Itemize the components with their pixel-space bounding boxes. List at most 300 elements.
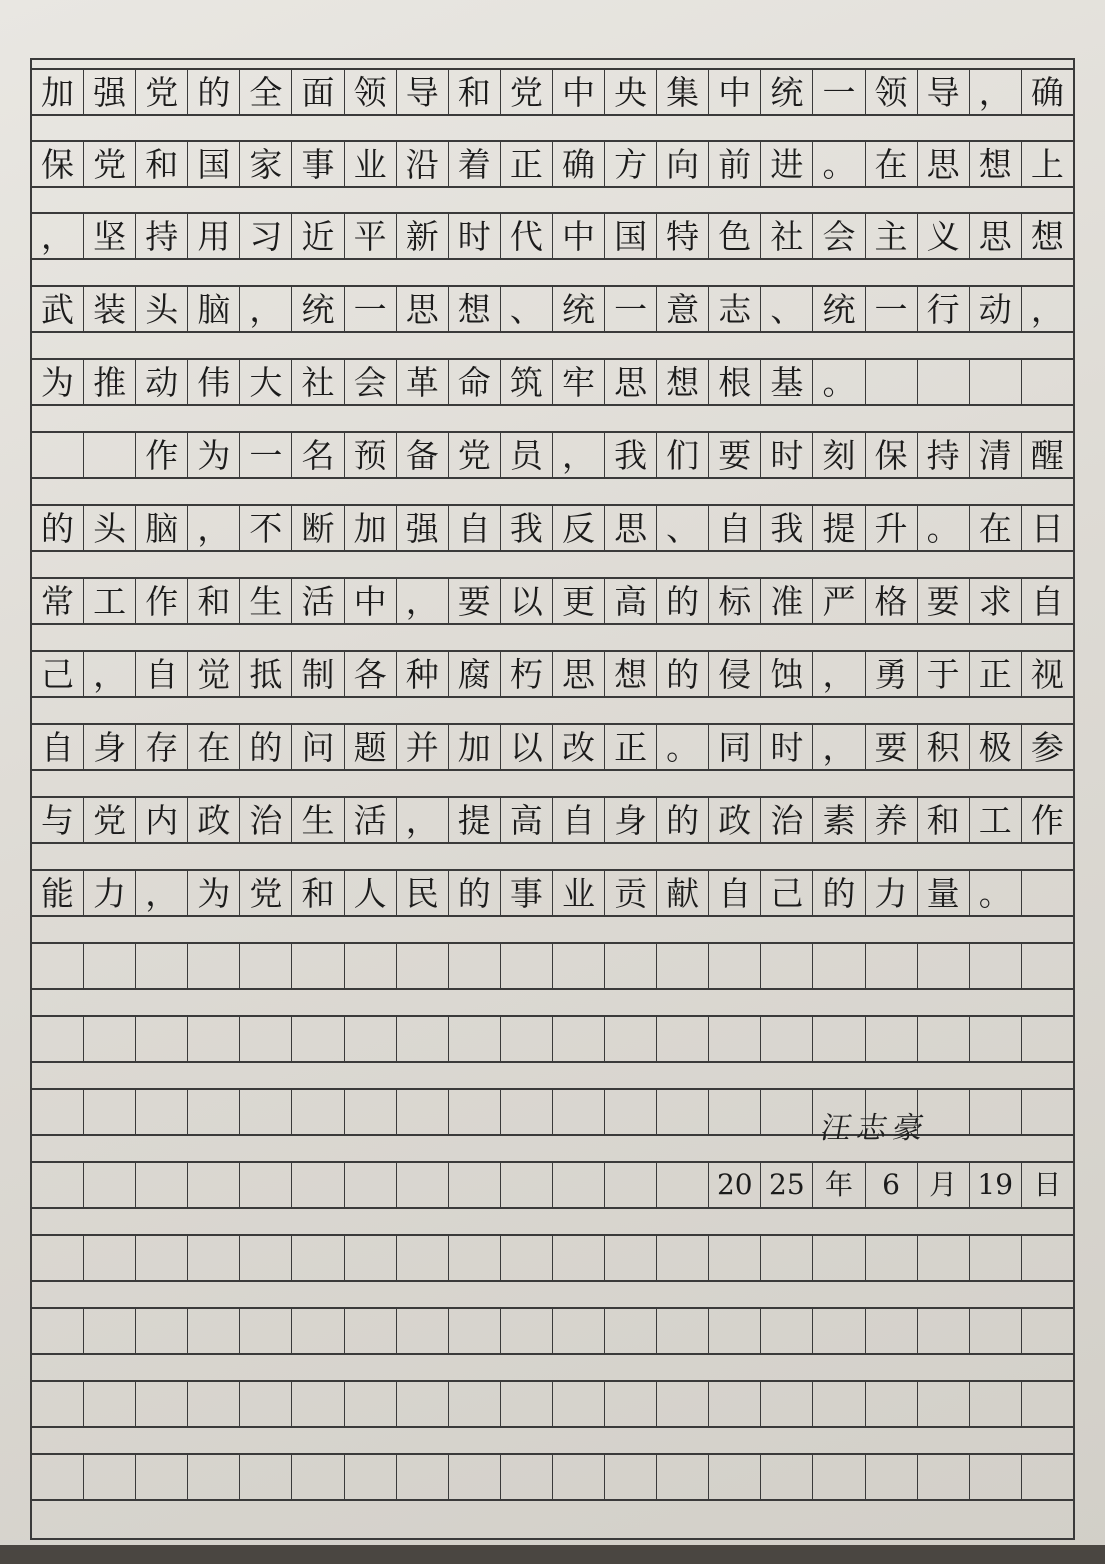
grid-cell [291, 70, 343, 114]
handwritten-char: 事 [301, 144, 335, 184]
grid-cell [1021, 214, 1073, 258]
handwritten-char: 和 [197, 581, 231, 621]
handwritten-char: 导 [405, 72, 439, 112]
grid-cell [552, 1017, 604, 1061]
handwritten-char: 领 [874, 72, 908, 112]
grid-cell [917, 798, 969, 842]
grid-cell [552, 142, 604, 186]
grid-cell [344, 1309, 396, 1353]
grid-cell [396, 1455, 448, 1499]
handwritten-char: ， [405, 581, 439, 621]
handwritten-char: 一 [614, 289, 648, 329]
date-part: 年 [824, 1168, 853, 1201]
handwritten-char: 清 [978, 435, 1012, 475]
grid-cell [448, 70, 500, 114]
grid-cell [239, 433, 291, 477]
grid-cell [812, 506, 864, 550]
grid-cell [291, 1090, 343, 1134]
handwritten-char: 用 [197, 216, 231, 256]
handwritten-char: 向 [666, 144, 700, 184]
handwritten-char: 视 [1030, 654, 1064, 694]
grid-cell [448, 1017, 500, 1061]
handwritten-char: 醒 [1030, 435, 1064, 475]
handwritten-char: 志 [718, 289, 752, 329]
handwritten-char: 。 [822, 362, 856, 402]
handwritten-char: 常 [41, 581, 75, 621]
grid-cell [656, 1309, 708, 1353]
handwritten-char: 己 [41, 654, 75, 694]
grid-cell [604, 1090, 656, 1134]
handwritten-char: 朽 [509, 654, 543, 694]
grid-cell [760, 798, 812, 842]
grid-cell [604, 579, 656, 623]
handwritten-char: 更 [561, 581, 595, 621]
handwritten-char: 特 [666, 216, 700, 256]
grid-cell [448, 1163, 500, 1207]
grid-cell [187, 1236, 239, 1280]
grid-cell [187, 1163, 239, 1207]
grid-cell [1021, 579, 1073, 623]
handwritten-char: 提 [457, 800, 491, 840]
handwritten-char: 的 [822, 873, 856, 913]
grid-cell [760, 360, 812, 404]
grid-cell [344, 1382, 396, 1426]
grid-cell [604, 433, 656, 477]
handwritten-char: 。 [926, 508, 960, 548]
grid-cell [83, 1309, 135, 1353]
handwritten-char: ， [822, 727, 856, 767]
handwritten-char: 积 [926, 727, 960, 767]
grid-cell [656, 287, 708, 331]
grid-cell [448, 798, 500, 842]
handwritten-char: 会 [353, 362, 387, 402]
handwritten-char: 牢 [561, 362, 595, 402]
grid-cell [32, 70, 83, 114]
handwritten-char: 武 [41, 289, 75, 329]
grid-cell [187, 70, 239, 114]
grid-cell [187, 142, 239, 186]
grid-row [32, 1015, 1073, 1063]
grid-cell [500, 1163, 552, 1207]
grid-cell [552, 1090, 604, 1134]
grid-cell [760, 944, 812, 988]
grid-cell [239, 1163, 291, 1207]
grid-cell [656, 433, 708, 477]
handwritten-char: 作 [1030, 800, 1064, 840]
grid-cell [656, 1455, 708, 1499]
grid-cell [708, 579, 760, 623]
handwritten-char: 脑 [145, 508, 179, 548]
grid-cell [969, 1090, 1021, 1134]
grid-row [32, 358, 1073, 406]
handwritten-char: 们 [666, 435, 700, 475]
grid-cell [500, 287, 552, 331]
handwritten-char: 腐 [457, 654, 491, 694]
grid-row [32, 1380, 1073, 1428]
handwritten-char: 治 [249, 800, 283, 840]
grid-cell [344, 360, 396, 404]
grid-cell [187, 944, 239, 988]
grid-cell [708, 1309, 760, 1353]
grid-cell [604, 1382, 656, 1426]
handwritten-char: 主 [874, 216, 908, 256]
grid-cell [135, 433, 187, 477]
handwritten-char: 生 [301, 800, 335, 840]
handwritten-char: 加 [41, 72, 75, 112]
grid-cell [291, 944, 343, 988]
grid-cell [32, 579, 83, 623]
grid-cell [32, 1090, 83, 1134]
grid-cell [812, 433, 864, 477]
grid-cell [969, 1017, 1021, 1061]
grid-cell [760, 433, 812, 477]
grid-cell [448, 287, 500, 331]
grid-cell [865, 1017, 917, 1061]
handwritten-char: 思 [405, 289, 439, 329]
grid-cell [812, 871, 864, 915]
grid-cell [1021, 70, 1073, 114]
handwritten-char: 前 [718, 144, 752, 184]
handwritten-char: 自 [718, 508, 752, 548]
grid-cell [969, 798, 1021, 842]
grid-cell [760, 214, 812, 258]
handwritten-char: 沿 [405, 144, 439, 184]
grid-cell [32, 360, 83, 404]
handwritten-char: 统 [561, 289, 595, 329]
grid-cell [708, 214, 760, 258]
grid-cell [604, 142, 656, 186]
grid-cell [135, 871, 187, 915]
grid-cell [187, 1017, 239, 1061]
grid-cell [135, 1309, 187, 1353]
grid-row [32, 431, 1073, 479]
grid-cell [396, 1090, 448, 1134]
handwritten-char: 日 [1030, 508, 1064, 548]
grid-cell [604, 944, 656, 988]
grid-cell [760, 579, 812, 623]
grid-cell [344, 1455, 396, 1499]
grid-cell [552, 70, 604, 114]
handwritten-char: 一 [874, 289, 908, 329]
grid-cell [656, 142, 708, 186]
handwritten-char: 正 [978, 654, 1012, 694]
grid-cell [396, 944, 448, 988]
grid-cell [656, 1090, 708, 1134]
handwritten-char: 高 [509, 800, 543, 840]
handwritten-char: 强 [93, 72, 127, 112]
grid-cell [552, 433, 604, 477]
grid-cell [500, 1017, 552, 1061]
grid-cell [604, 1017, 656, 1061]
handwritten-char: 动 [978, 289, 1012, 329]
handwritten-char: 装 [93, 289, 127, 329]
handwritten-char: 标 [718, 581, 752, 621]
grid-cell [239, 1236, 291, 1280]
grid-cell [969, 360, 1021, 404]
grid-cell [500, 1090, 552, 1134]
handwritten-char: 的 [41, 508, 75, 548]
handwritten-char: 严 [822, 581, 856, 621]
grid-cell [344, 433, 396, 477]
grid-cell [135, 287, 187, 331]
handwritten-char: 的 [666, 654, 700, 694]
grid-row [32, 68, 1073, 116]
handwritten-char: 的 [457, 873, 491, 913]
grid-cell [32, 214, 83, 258]
grid-cell [396, 70, 448, 114]
handwritten-char: 蚀 [770, 654, 804, 694]
grid-cell [865, 1309, 917, 1353]
grid-cell [239, 214, 291, 258]
handwritten-char: ， [197, 508, 231, 548]
handwritten-char: ， [249, 289, 283, 329]
handwritten-char: 为 [197, 435, 231, 475]
grid-cell [83, 214, 135, 258]
handwritten-char: ， [41, 216, 75, 256]
handwritten-char: 自 [145, 654, 179, 694]
grid-cell [760, 287, 812, 331]
grid-cell [708, 944, 760, 988]
grid-cell [812, 798, 864, 842]
grid-cell [812, 142, 864, 186]
handwritten-char: 以 [509, 581, 543, 621]
grid-cell [291, 798, 343, 842]
handwritten-char: 献 [666, 873, 700, 913]
handwritten-char: 色 [718, 216, 752, 256]
handwritten-char: 和 [926, 800, 960, 840]
grid-cell [760, 506, 812, 550]
grid-cell [500, 506, 552, 550]
grid-cell [83, 287, 135, 331]
handwritten-char: 头 [145, 289, 179, 329]
grid-cell [812, 70, 864, 114]
handwritten-char: 党 [457, 435, 491, 475]
handwritten-char: 保 [874, 435, 908, 475]
grid-cell [604, 360, 656, 404]
handwritten-char: 政 [718, 800, 752, 840]
grid-cell [344, 70, 396, 114]
grid-cell [448, 1309, 500, 1353]
grid-cell [500, 652, 552, 696]
grid-cell [448, 725, 500, 769]
grid-cell [448, 1236, 500, 1280]
grid-cell [969, 1455, 1021, 1499]
handwritten-char: 以 [509, 727, 543, 767]
grid-cell [135, 798, 187, 842]
handwritten-char: ， [978, 72, 1012, 112]
handwritten-char: 强 [405, 508, 439, 548]
grid-cell [135, 1090, 187, 1134]
handwritten-char: 不 [249, 508, 283, 548]
handwritten-char: 革 [405, 362, 439, 402]
grid-cell [604, 506, 656, 550]
grid-cell [500, 1455, 552, 1499]
date-part: 6 [882, 1168, 900, 1201]
grid-cell [448, 1455, 500, 1499]
grid-cell [708, 1090, 760, 1134]
grid-cell [812, 1017, 864, 1061]
handwritten-char: 会 [822, 216, 856, 256]
grid-cell [865, 798, 917, 842]
handwritten-char: 工 [93, 581, 127, 621]
handwritten-char: 方 [614, 144, 648, 184]
handwritten-char: 社 [301, 362, 335, 402]
grid-row [32, 1307, 1073, 1355]
handwritten-char: 确 [1030, 72, 1064, 112]
grid-cell [83, 579, 135, 623]
grid-cell [239, 506, 291, 550]
grid-row [32, 1161, 1073, 1209]
handwritten-char: 平 [353, 216, 387, 256]
grid-cell [760, 1309, 812, 1353]
grid-cell [83, 1236, 135, 1280]
handwritten-char: 。 [978, 873, 1012, 913]
handwritten-char: 各 [353, 654, 387, 694]
grid-cell [396, 1236, 448, 1280]
handwritten-char: 改 [561, 727, 595, 767]
grid-cell [812, 1163, 864, 1207]
grid-cell [604, 871, 656, 915]
grid-cell [83, 944, 135, 988]
grid-cell [239, 360, 291, 404]
handwritten-char: ， [822, 654, 856, 694]
grid-cell [812, 652, 864, 696]
handwritten-char: 的 [197, 72, 231, 112]
grid-cell [604, 1163, 656, 1207]
grid-cell [396, 1163, 448, 1207]
handwritten-char: 意 [666, 289, 700, 329]
handwritten-char: 业 [353, 144, 387, 184]
grid-cell [656, 70, 708, 114]
grid-cell [1021, 944, 1073, 988]
handwritten-char: ， [145, 873, 179, 913]
handwritten-char: 贡 [614, 873, 648, 913]
grid-cell [291, 1455, 343, 1499]
grid-cell [865, 70, 917, 114]
handwritten-char: ， [1030, 289, 1064, 329]
handwritten-char: 中 [561, 72, 595, 112]
grid-cell [344, 725, 396, 769]
grid-cell [917, 652, 969, 696]
handwritten-char: 备 [405, 435, 439, 475]
grid-cell [187, 871, 239, 915]
grid-cell [865, 360, 917, 404]
handwritten-char: 义 [926, 216, 960, 256]
grid-cell [500, 70, 552, 114]
handwritten-char: 名 [301, 435, 335, 475]
grid-cell [344, 652, 396, 696]
grid-cell [291, 433, 343, 477]
grid-cell [552, 506, 604, 550]
grid-cell [812, 1236, 864, 1280]
handwritten-char: 要 [457, 581, 491, 621]
grid-cell [396, 652, 448, 696]
handwritten-char: 的 [666, 800, 700, 840]
grid-cell [291, 287, 343, 331]
grid-cell [969, 506, 1021, 550]
grid-cell [239, 652, 291, 696]
grid-cell [812, 725, 864, 769]
grid-cell [344, 287, 396, 331]
grid-row [32, 869, 1073, 917]
grid-cell [83, 360, 135, 404]
handwritten-char: 正 [509, 144, 543, 184]
grid-cell [760, 1163, 812, 1207]
handwritten-char: 存 [145, 727, 179, 767]
grid-row [32, 723, 1073, 771]
handwritten-char: 员 [509, 435, 543, 475]
handwritten-char: 问 [301, 727, 335, 767]
grid-cell [291, 360, 343, 404]
grid-cell [656, 360, 708, 404]
grid-cell [344, 1017, 396, 1061]
grid-cell [708, 287, 760, 331]
grid-cell [83, 871, 135, 915]
handwritten-char: 断 [301, 508, 335, 548]
grid-cell [396, 871, 448, 915]
grid-cell [656, 798, 708, 842]
handwritten-char: 面 [301, 72, 335, 112]
date-part: 日 [1033, 1168, 1062, 1201]
grid-cell [396, 506, 448, 550]
handwritten-char: 党 [93, 144, 127, 184]
handwritten-char: 统 [770, 72, 804, 112]
grid-cell [291, 652, 343, 696]
grid-cell [552, 287, 604, 331]
grid-cell [135, 142, 187, 186]
handwritten-char: 和 [145, 144, 179, 184]
grid-cell [396, 214, 448, 258]
handwritten-char: 身 [93, 727, 127, 767]
grid-cell [135, 652, 187, 696]
handwritten-char: 中 [718, 72, 752, 112]
grid-cell [969, 725, 1021, 769]
grid-cell [1021, 506, 1073, 550]
handwritten-char: 身 [614, 800, 648, 840]
handwritten-char: 升 [874, 508, 908, 548]
grid-cell [135, 1382, 187, 1426]
handwritten-char: 家 [249, 144, 283, 184]
grid-cell [969, 433, 1021, 477]
handwritten-char: 业 [561, 873, 595, 913]
grid-cell [708, 70, 760, 114]
grid-cell [344, 1163, 396, 1207]
handwritten-char: 和 [301, 873, 335, 913]
handwritten-char: 人 [353, 873, 387, 913]
grid-cell [135, 1455, 187, 1499]
handwritten-char: 工 [978, 800, 1012, 840]
grid-cell [500, 1382, 552, 1426]
grid-cell [344, 798, 396, 842]
grid-row [32, 212, 1073, 260]
handwritten-char: 确 [561, 144, 595, 184]
grid-cell [760, 1017, 812, 1061]
handwritten-char: 思 [614, 508, 648, 548]
grid-cell [448, 214, 500, 258]
grid-cell [604, 1236, 656, 1280]
grid-cell [708, 1236, 760, 1280]
grid-cell [239, 944, 291, 988]
grid-cell [135, 725, 187, 769]
handwritten-char: 思 [926, 144, 960, 184]
grid-cell [135, 1017, 187, 1061]
grid-cell [500, 214, 552, 258]
grid-cell [760, 1236, 812, 1280]
grid-cell [448, 579, 500, 623]
grid-cell [239, 142, 291, 186]
handwritten-char: 命 [457, 362, 491, 402]
grid-cell [917, 1382, 969, 1426]
